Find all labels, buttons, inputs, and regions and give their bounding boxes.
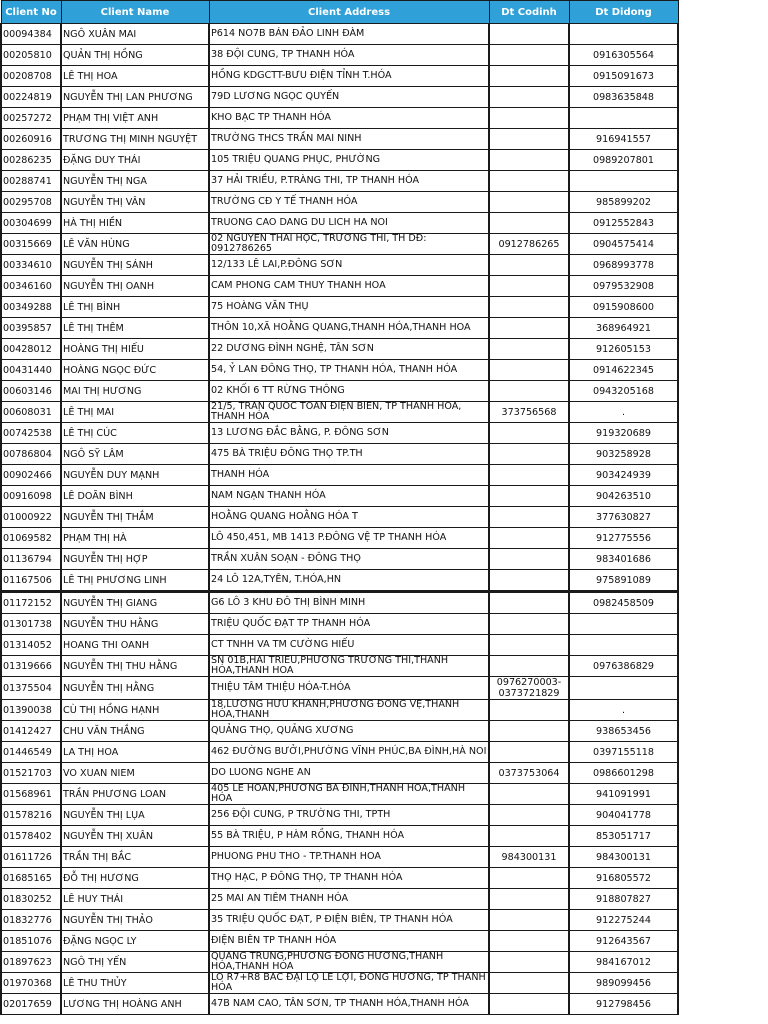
cell-client-no[interactable]: 01568961 bbox=[1, 784, 61, 805]
cell-dt-didong[interactable]: 912775556 bbox=[569, 528, 678, 549]
cell-dt-codinh[interactable]: 0373753064 bbox=[489, 763, 569, 784]
cell-dt-codinh[interactable] bbox=[489, 465, 569, 486]
cell-dt-codinh[interactable] bbox=[489, 276, 569, 297]
cell-dt-didong[interactable]: 912643567 bbox=[569, 931, 678, 952]
cell-client-no[interactable]: 00304699 bbox=[1, 213, 61, 234]
cell-client-name[interactable]: NGUYỄN THỊ LỤA bbox=[61, 805, 209, 826]
table-row bbox=[1, 973, 678, 994]
cell-client-name[interactable]: TRẦN PHƯƠNG LOAN bbox=[61, 784, 209, 805]
cell-client-name[interactable]: LÊ THỊ BÌNH bbox=[61, 297, 209, 318]
table-row bbox=[1, 45, 678, 66]
cell-client-name[interactable]: LƯƠNG THỊ HOÀNG ANH bbox=[61, 994, 209, 1015]
table-row bbox=[1, 276, 678, 297]
cell-client-address[interactable]: TRƯỜNG THCS TRẦN MAI NINH bbox=[209, 129, 489, 150]
cell-client-no[interactable]: 01412427 bbox=[1, 721, 61, 742]
cell-dt-didong[interactable]: 0912552843 bbox=[569, 213, 678, 234]
cell-client-address[interactable]: TRIỆU QUỐC ĐẠT TP THANH HÓA bbox=[209, 614, 489, 635]
cell-client-no[interactable]: 00431440 bbox=[1, 360, 61, 381]
cell-client-no[interactable]: 01069582 bbox=[1, 528, 61, 549]
cell-client-name[interactable]: NGUYỄN THỊ NGA bbox=[61, 171, 209, 192]
table-row bbox=[1, 635, 678, 656]
cell-dt-didong[interactable]: 918807827 bbox=[569, 889, 678, 910]
cell-client-name[interactable]: NGUYỄN THỊ XUÂN bbox=[61, 826, 209, 847]
cell-dt-codinh[interactable]: 373756568 bbox=[489, 402, 569, 423]
table-row bbox=[1, 549, 678, 570]
cell-client-no[interactable]: 01578402 bbox=[1, 826, 61, 847]
cell-client-name[interactable]: LÊ THỊ THÊM bbox=[61, 318, 209, 339]
cell-client-name[interactable]: ĐỖ THỊ HƯƠNG bbox=[61, 868, 209, 889]
table-row bbox=[1, 255, 678, 276]
cell-client-name[interactable]: CÙ THỊ HỒNG HẠNH bbox=[61, 700, 209, 721]
cell-client-name[interactable]: LÊ VĂN HÙNG bbox=[61, 234, 209, 255]
header-dt-codinh[interactable]: Dt Codinh bbox=[489, 1, 569, 24]
cell-client-address[interactable]: PHUONG PHU THO - TP.THANH HOA bbox=[209, 847, 489, 868]
cell-client-no[interactable]: 01897623 bbox=[1, 952, 61, 973]
cell-client-name[interactable]: ĐẶNG DUY THÁI bbox=[61, 150, 209, 171]
cell-client-address[interactable]: THỌ HẠC, P ĐÔNG THỌ, TP THANH HÓA bbox=[209, 868, 489, 889]
cell-client-no[interactable]: 01172152 bbox=[1, 592, 61, 614]
cell-client-name[interactable]: NGUYỄN THỊ HẰNG bbox=[61, 677, 209, 700]
table-row bbox=[1, 910, 678, 931]
cell-dt-didong[interactable]: 0968993778 bbox=[569, 255, 678, 276]
cell-client-name[interactable]: LÊ THỊ HOA bbox=[61, 66, 209, 87]
cell-dt-codinh[interactable] bbox=[489, 45, 569, 66]
table-row bbox=[1, 66, 678, 87]
cell-client-name[interactable]: LÊ THỊ PHƯƠNG LINH bbox=[61, 570, 209, 592]
cell-dt-codinh[interactable] bbox=[489, 150, 569, 171]
cell-dt-codinh[interactable] bbox=[489, 656, 569, 677]
cell-client-address[interactable]: 79D LƯƠNG NGỌC QUYẾN bbox=[209, 87, 489, 108]
table-row bbox=[1, 570, 678, 592]
cell-client-name[interactable]: TRẦN THỊ BẮC bbox=[61, 847, 209, 868]
table-row bbox=[1, 721, 678, 742]
cell-dt-codinh[interactable] bbox=[489, 721, 569, 742]
table-row bbox=[1, 868, 678, 889]
cell-dt-codinh[interactable] bbox=[489, 742, 569, 763]
cell-client-address[interactable]: CAM PHONG CAM THUY THANH HOA bbox=[209, 276, 489, 297]
table-row bbox=[1, 318, 678, 339]
cell-client-no[interactable]: 01314052 bbox=[1, 635, 61, 656]
cell-client-address[interactable]: 02 KHỐI 6 TT RỪNG THÔNG bbox=[209, 381, 489, 402]
cell-dt-didong[interactable]: 919320689 bbox=[569, 423, 678, 444]
cell-client-address[interactable]: ĐIỆN BIÊN TP THANH HÓA bbox=[209, 931, 489, 952]
table-row bbox=[1, 763, 678, 784]
cell-client-name[interactable]: LA THỊ HOA bbox=[61, 742, 209, 763]
cell-client-no[interactable]: 00315669 bbox=[1, 234, 61, 255]
table-row bbox=[1, 931, 678, 952]
cell-client-no[interactable]: 02017659 bbox=[1, 994, 61, 1015]
cell-client-name[interactable]: LÊ THỊ MAI bbox=[61, 402, 209, 423]
cell-client-no[interactable]: 00902466 bbox=[1, 465, 61, 486]
cell-dt-didong[interactable]: 368964921 bbox=[569, 318, 678, 339]
cell-dt-codinh[interactable] bbox=[489, 24, 569, 45]
cell-dt-codinh[interactable] bbox=[489, 297, 569, 318]
cell-dt-codinh[interactable] bbox=[489, 868, 569, 889]
cell-client-no[interactable]: 01685165 bbox=[1, 868, 61, 889]
cell-client-name[interactable]: QUẢN THỊ HỒNG bbox=[61, 45, 209, 66]
cell-client-name[interactable]: MAI THỊ HƯƠNG bbox=[61, 381, 209, 402]
cell-client-no[interactable]: 01851076 bbox=[1, 931, 61, 952]
cell-dt-codinh[interactable] bbox=[489, 339, 569, 360]
cell-dt-codinh[interactable] bbox=[489, 66, 569, 87]
cell-client-name[interactable]: CHU VĂN THẮNG bbox=[61, 721, 209, 742]
header-row bbox=[1, 1, 678, 24]
cell-dt-didong[interactable]: 904263510 bbox=[569, 486, 678, 507]
cell-dt-codinh[interactable] bbox=[489, 486, 569, 507]
cell-client-address[interactable]: NAM NGẠN THANH HÓA bbox=[209, 486, 489, 507]
cell-dt-didong[interactable]: 985899202 bbox=[569, 192, 678, 213]
cell-dt-didong[interactable]: 0904575414 bbox=[569, 234, 678, 255]
cell-dt-didong[interactable]: 0397155118 bbox=[569, 742, 678, 763]
table-row bbox=[1, 24, 678, 45]
cell-client-address[interactable]: 18,LƯƠNG HỮU KHÁNH,PHƯỜNG ĐÔNG VỆ,THANH HÓA,THANH bbox=[209, 700, 489, 721]
table-row bbox=[1, 402, 678, 423]
cell-dt-didong[interactable] bbox=[569, 108, 678, 129]
cell-client-address[interactable]: HỒNG KDGCTT-BƯU ĐIỆN TỈNH T.HÓA bbox=[209, 66, 489, 87]
cell-client-address[interactable]: 12/133 LÊ LAI,P.ĐÔNG SƠN bbox=[209, 255, 489, 276]
cell-client-no[interactable]: 00224819 bbox=[1, 87, 61, 108]
cell-dt-codinh[interactable] bbox=[489, 87, 569, 108]
cell-client-address[interactable]: 54, Ỷ LAN ĐÔNG THỌ, TP THANH HÓA, THANH HÓA bbox=[209, 360, 489, 381]
cell-dt-codinh[interactable] bbox=[489, 423, 569, 444]
table-row bbox=[1, 528, 678, 549]
cell-client-address[interactable]: THANH HÓA bbox=[209, 465, 489, 486]
cell-client-name[interactable]: NGUYỄN THỊ OANH bbox=[61, 276, 209, 297]
cell-dt-codinh[interactable] bbox=[489, 318, 569, 339]
cell-client-no[interactable]: 01578216 bbox=[1, 805, 61, 826]
cell-client-address[interactable]: 75 HOÀNG VĂN THỤ bbox=[209, 297, 489, 318]
cell-client-name[interactable]: PHẠM THỊ VIỆT ANH bbox=[61, 108, 209, 129]
cell-dt-didong[interactable]: 0915908600 bbox=[569, 297, 678, 318]
cell-client-no[interactable]: 01301738 bbox=[1, 614, 61, 635]
cell-dt-didong[interactable]: 377630827 bbox=[569, 507, 678, 528]
cell-client-name[interactable]: HÀ THỊ HIỀN bbox=[61, 213, 209, 234]
cell-dt-didong[interactable]: 0982458509 bbox=[569, 592, 678, 614]
cell-dt-didong[interactable]: 0979532908 bbox=[569, 276, 678, 297]
cell-dt-didong[interactable]: 912605153 bbox=[569, 339, 678, 360]
table-row bbox=[1, 847, 678, 868]
table-row bbox=[1, 826, 678, 847]
cell-dt-didong[interactable]: . bbox=[569, 700, 678, 721]
cell-client-address[interactable]: 475 BÀ TRIỆU ĐÔNG THỌ TP.TH bbox=[209, 444, 489, 465]
cell-client-address[interactable]: 21/5, TRẦN QUỐC TOẢN ĐIỆN BIÊN, TP THANH HÓA, THANH HÓA bbox=[209, 402, 489, 423]
cell-client-name[interactable]: NGUYỄN DUY MẠNH bbox=[61, 465, 209, 486]
cell-client-address[interactable]: 22 DƯƠNG ĐÌNH NGHỆ, TÂN SƠN bbox=[209, 339, 489, 360]
cell-dt-codinh[interactable] bbox=[489, 108, 569, 129]
cell-client-address[interactable]: TRẦN XUÂN SOẠN - ĐÔNG THỌ bbox=[209, 549, 489, 570]
table-row bbox=[1, 952, 678, 973]
cell-client-no[interactable]: 01390038 bbox=[1, 700, 61, 721]
cell-client-no[interactable]: 00288741 bbox=[1, 171, 61, 192]
cell-dt-codinh[interactable] bbox=[489, 635, 569, 656]
cell-dt-didong[interactable]: . bbox=[569, 402, 678, 423]
cell-dt-codinh[interactable]: 984300131 bbox=[489, 847, 569, 868]
cell-dt-codinh[interactable] bbox=[489, 360, 569, 381]
cell-client-address[interactable]: CT TNHH VA TM CƯỜNG HIẾU bbox=[209, 635, 489, 656]
cell-client-name[interactable]: NGUYỄN THỊ LAN PHƯƠNG bbox=[61, 87, 209, 108]
cell-dt-codinh[interactable] bbox=[489, 826, 569, 847]
table-row bbox=[1, 423, 678, 444]
table-row bbox=[1, 108, 678, 129]
cell-client-no[interactable]: 01319666 bbox=[1, 656, 61, 677]
cell-dt-codinh[interactable] bbox=[489, 444, 569, 465]
cell-client-no[interactable]: 00295708 bbox=[1, 192, 61, 213]
cell-client-address[interactable]: HOẰNG QUANG HOẰNG HÓA T bbox=[209, 507, 489, 528]
cell-client-no[interactable]: 00428012 bbox=[1, 339, 61, 360]
cell-client-address[interactable]: LÔ R7+R8 BẮC ĐẠI LỘ LÊ LỢI, ĐÔNG HƯƠNG, TP THANH HÓA bbox=[209, 973, 489, 994]
cell-dt-codinh[interactable] bbox=[489, 910, 569, 931]
cell-dt-didong[interactable]: 983401686 bbox=[569, 549, 678, 570]
cell-dt-didong[interactable]: 0916305564 bbox=[569, 45, 678, 66]
table-row bbox=[1, 656, 678, 677]
cell-client-address[interactable]: 256 ĐỘI CUNG, P TRƯỜNG THI, TPTH bbox=[209, 805, 489, 826]
cell-dt-didong[interactable]: 912798456 bbox=[569, 994, 678, 1015]
cell-client-name[interactable]: TRƯƠNG THỊ MINH NGUYỆT bbox=[61, 129, 209, 150]
cell-dt-codinh[interactable] bbox=[489, 784, 569, 805]
cell-client-name[interactable]: LÊ THỊ CÚC bbox=[61, 423, 209, 444]
cell-dt-didong[interactable]: 941091991 bbox=[569, 784, 678, 805]
cell-dt-codinh[interactable] bbox=[489, 973, 569, 994]
cell-dt-codinh[interactable]: 0912786265 bbox=[489, 234, 569, 255]
cell-dt-didong[interactable]: 0976386829 bbox=[569, 656, 678, 677]
cell-client-name[interactable]: NGUYỄN THỊ THU HẰNG bbox=[61, 656, 209, 677]
cell-client-address[interactable]: SN 01B,HẢI TRIỀU,PHƯỜNG TRƯỜNG THI,THANH HÓA,THANH HOA bbox=[209, 656, 489, 677]
table-row bbox=[1, 465, 678, 486]
header-client-no[interactable]: Client No bbox=[1, 1, 61, 24]
table-row bbox=[1, 339, 678, 360]
cell-client-address[interactable]: 405 LÊ HOÀN,PHƯỜNG BA ĐÌNH,THANH HÓA,THANH HÓA bbox=[209, 784, 489, 805]
cell-client-address[interactable]: THÔN 10,XÃ HOẰNG QUANG,THANH HÓA,THANH HOA bbox=[209, 318, 489, 339]
cell-client-name[interactable]: VO XUAN NIEM bbox=[61, 763, 209, 784]
cell-client-address[interactable]: KHO BẠC TP THANH HÓA bbox=[209, 108, 489, 129]
cell-client-name[interactable]: NGUYỄN THỊ THẢO bbox=[61, 910, 209, 931]
cell-client-address[interactable]: QUẢNG THỌ, QUẢNG XƯƠNG bbox=[209, 721, 489, 742]
cell-client-no[interactable]: 00603146 bbox=[1, 381, 61, 402]
cell-client-name[interactable]: HOANG THI OANH bbox=[61, 635, 209, 656]
cell-dt-didong[interactable]: 975891089 bbox=[569, 570, 678, 592]
table-row bbox=[1, 381, 678, 402]
table-row bbox=[1, 192, 678, 213]
cell-client-no[interactable]: 00608031 bbox=[1, 402, 61, 423]
cell-client-name[interactable]: NGUYỄN THU HẰNG bbox=[61, 614, 209, 635]
cell-dt-codinh[interactable] bbox=[489, 889, 569, 910]
cell-dt-didong[interactable]: 853051717 bbox=[569, 826, 678, 847]
cell-dt-didong[interactable]: 916805572 bbox=[569, 868, 678, 889]
cell-dt-didong[interactable]: 938653456 bbox=[569, 721, 678, 742]
cell-dt-codinh[interactable] bbox=[489, 805, 569, 826]
cell-client-address[interactable]: QUẢNG TRUNG,PHƯỜNG ĐÔNG HƯƠNG,THANH HÓA,THANH HÓA bbox=[209, 952, 489, 973]
cell-client-address[interactable]: 55 BÀ TRIỆU, P HÀM RỒNG, THANH HÓA bbox=[209, 826, 489, 847]
cell-client-no[interactable]: 00334610 bbox=[1, 255, 61, 276]
cell-dt-codinh[interactable] bbox=[489, 507, 569, 528]
cell-dt-didong[interactable]: 0989207801 bbox=[569, 150, 678, 171]
table-row bbox=[1, 994, 678, 1015]
cell-dt-codinh[interactable] bbox=[489, 931, 569, 952]
table-row bbox=[1, 592, 678, 614]
table-row bbox=[1, 297, 678, 318]
cell-client-no[interactable]: 01830252 bbox=[1, 889, 61, 910]
cell-client-address[interactable]: P614 NO7B BÁN ĐẢO LINH ĐÀM bbox=[209, 24, 489, 45]
cell-dt-codinh[interactable] bbox=[489, 952, 569, 973]
cell-dt-codinh[interactable] bbox=[489, 592, 569, 614]
cell-dt-codinh[interactable] bbox=[489, 213, 569, 234]
cell-dt-didong[interactable] bbox=[569, 614, 678, 635]
cell-client-name[interactable]: NGÔ SỸ LÂM bbox=[61, 444, 209, 465]
cell-dt-didong[interactable]: 912275244 bbox=[569, 910, 678, 931]
cell-dt-didong[interactable]: 989099456 bbox=[569, 973, 678, 994]
cell-client-no[interactable]: 00916098 bbox=[1, 486, 61, 507]
table-row bbox=[1, 742, 678, 763]
cell-client-address[interactable]: 13 LƯƠNG ĐẮC BẰNG, P. ĐÔNG SƠN bbox=[209, 423, 489, 444]
cell-client-name[interactable]: NGUYỄN THỊ HỢP bbox=[61, 549, 209, 570]
cell-client-address[interactable]: 47B NAM CAO, TÂN SƠN, TP THANH HÓA,THANH HÓA bbox=[209, 994, 489, 1015]
cell-dt-codinh[interactable] bbox=[489, 700, 569, 721]
cell-dt-codinh[interactable] bbox=[489, 255, 569, 276]
cell-client-name[interactable]: LÊ DOÃN BÌNH bbox=[61, 486, 209, 507]
cell-dt-didong[interactable] bbox=[569, 677, 678, 700]
cell-client-name[interactable]: ĐẶNG NGỌC LY bbox=[61, 931, 209, 952]
cell-client-no[interactable]: 00208708 bbox=[1, 66, 61, 87]
cell-client-address[interactable]: TRUONG CAO DANG DU LICH HA NOI bbox=[209, 213, 489, 234]
cell-client-no[interactable]: 00349288 bbox=[1, 297, 61, 318]
cell-client-no[interactable]: 01832776 bbox=[1, 910, 61, 931]
cell-client-address[interactable]: 37 HẢI TRIỀU, P.TRÀNG THI, TP THANH HÓA bbox=[209, 171, 489, 192]
cell-client-name[interactable]: NGÔ XUÂN MAI bbox=[61, 24, 209, 45]
cell-client-address[interactable]: G6 LÔ 3 KHU ĐÔ THỊ BÌNH MINH bbox=[209, 592, 489, 614]
table-row bbox=[1, 889, 678, 910]
cell-client-name[interactable]: HOÀNG THỊ HIẾU bbox=[61, 339, 209, 360]
cell-client-address[interactable]: 25 MAI AN TIÊM THANH HÓA bbox=[209, 889, 489, 910]
cell-dt-didong[interactable] bbox=[569, 24, 678, 45]
cell-dt-didong[interactable]: 903424939 bbox=[569, 465, 678, 486]
cell-client-name[interactable]: NGUYỄN THỊ GIANG bbox=[61, 592, 209, 614]
cell-client-name[interactable]: LÊ THU THỦY bbox=[61, 973, 209, 994]
table-row bbox=[1, 360, 678, 381]
table-row bbox=[1, 507, 678, 528]
table-row bbox=[1, 129, 678, 150]
table-row bbox=[1, 234, 678, 255]
table-row bbox=[1, 677, 678, 700]
cell-dt-didong[interactable]: 984300131 bbox=[569, 847, 678, 868]
table-row bbox=[1, 444, 678, 465]
cell-client-address[interactable]: DO LUONG NGHE AN bbox=[209, 763, 489, 784]
cell-dt-didong[interactable]: 0943205168 bbox=[569, 381, 678, 402]
cell-client-address[interactable]: 24 LÔ 12A,TYÊN, T.HÓA,HN bbox=[209, 570, 489, 592]
cell-dt-didong[interactable]: 904041778 bbox=[569, 805, 678, 826]
cell-dt-didong[interactable]: 0914622345 bbox=[569, 360, 678, 381]
cell-client-no[interactable]: 00260916 bbox=[1, 129, 61, 150]
cell-client-no[interactable]: 01136794 bbox=[1, 549, 61, 570]
cell-client-no[interactable]: 00346160 bbox=[1, 276, 61, 297]
cell-client-name[interactable]: NGÔ THỊ YẾN bbox=[61, 952, 209, 973]
cell-client-no[interactable]: 00395857 bbox=[1, 318, 61, 339]
cell-dt-codinh[interactable]: 0976270003-0373721829 bbox=[489, 677, 569, 700]
cell-client-name[interactable]: NGUYỄN THỊ VÂN bbox=[61, 192, 209, 213]
table-row bbox=[1, 213, 678, 234]
cell-client-no[interactable]: 00286235 bbox=[1, 150, 61, 171]
cell-client-no[interactable]: 00257272 bbox=[1, 108, 61, 129]
table-row bbox=[1, 87, 678, 108]
table-row bbox=[1, 150, 678, 171]
cell-client-no[interactable]: 01167506 bbox=[1, 570, 61, 592]
cell-client-no[interactable]: 01611726 bbox=[1, 847, 61, 868]
cell-dt-didong[interactable]: 0986601298 bbox=[569, 763, 678, 784]
cell-client-address[interactable]: 35 TRIỆU QUỐC ĐẠT, P ĐIỆN BIÊN, TP THANH HÓA bbox=[209, 910, 489, 931]
cell-dt-codinh[interactable] bbox=[489, 570, 569, 592]
table-row bbox=[1, 784, 678, 805]
cell-client-address[interactable]: 02 NGUYỄN THÁI HỌC, TRƯỜNG THI, TH DĐ: 0912786265 bbox=[209, 234, 489, 255]
cell-dt-codinh[interactable] bbox=[489, 614, 569, 635]
cell-client-no[interactable]: 01000922 bbox=[1, 507, 61, 528]
cell-client-address[interactable]: LÔ 450,451, MB 1413 P.ĐÔNG VỆ TP THANH HÓA bbox=[209, 528, 489, 549]
cell-client-name[interactable]: NGUYỄN THỊ THẮM bbox=[61, 507, 209, 528]
cell-dt-didong[interactable]: 0915091673 bbox=[569, 66, 678, 87]
cell-dt-didong[interactable] bbox=[569, 171, 678, 192]
cell-client-no[interactable]: 00786804 bbox=[1, 444, 61, 465]
table-body bbox=[1, 24, 678, 1015]
cell-dt-codinh[interactable] bbox=[489, 528, 569, 549]
cell-dt-codinh[interactable] bbox=[489, 129, 569, 150]
cell-client-address[interactable]: 38 ĐỘI CUNG, TP THANH HÓA bbox=[209, 45, 489, 66]
cell-client-no[interactable]: 01375504 bbox=[1, 677, 61, 700]
table-row bbox=[1, 614, 678, 635]
table-row bbox=[1, 805, 678, 826]
cell-client-address[interactable]: THIỆU TÂM THIỆU HÓA-T.HÓA bbox=[209, 677, 489, 700]
cell-client-no[interactable]: 00205810 bbox=[1, 45, 61, 66]
cell-dt-didong[interactable]: 0983635848 bbox=[569, 87, 678, 108]
cell-dt-didong[interactable]: 984167012 bbox=[569, 952, 678, 973]
cell-client-no[interactable]: 01521703 bbox=[1, 763, 61, 784]
cell-client-address[interactable]: TRƯỜNG CĐ Y TẾ THANH HÓA bbox=[209, 192, 489, 213]
cell-dt-codinh[interactable] bbox=[489, 171, 569, 192]
cell-dt-didong[interactable] bbox=[569, 635, 678, 656]
cell-client-name[interactable]: NGUYỄN THỊ SÁNH bbox=[61, 255, 209, 276]
header-dt-didong[interactable]: Dt Didong bbox=[569, 1, 678, 24]
cell-client-address[interactable]: 462 ĐƯỜNG BƯỞI,PHƯỜNG VĨNH PHÚC,BA ĐÌNH,HÀ NOI bbox=[209, 742, 489, 763]
table-row bbox=[1, 700, 678, 721]
cell-client-name[interactable]: PHẠM THỊ HÀ bbox=[61, 528, 209, 549]
cell-client-no[interactable]: 01970368 bbox=[1, 973, 61, 994]
cell-client-no[interactable]: 00094384 bbox=[1, 24, 61, 45]
header-client-address[interactable]: Client Address bbox=[209, 1, 489, 24]
cell-client-address[interactable]: 105 TRIỆU QUANG PHỤC, PHƯỜNG bbox=[209, 150, 489, 171]
cell-client-name[interactable]: HOÀNG NGỌC ĐỨC bbox=[61, 360, 209, 381]
table-row bbox=[1, 486, 678, 507]
cell-client-no[interactable]: 00742538 bbox=[1, 423, 61, 444]
cell-dt-didong[interactable]: 916941557 bbox=[569, 129, 678, 150]
cell-client-name[interactable]: LÊ HUY THÁI bbox=[61, 889, 209, 910]
cell-dt-codinh[interactable] bbox=[489, 994, 569, 1015]
cell-dt-codinh[interactable] bbox=[489, 192, 569, 213]
table-row bbox=[1, 171, 678, 192]
cell-dt-codinh[interactable] bbox=[489, 549, 569, 570]
cell-dt-codinh[interactable] bbox=[489, 381, 569, 402]
cell-dt-didong[interactable]: 903258928 bbox=[569, 444, 678, 465]
cell-client-no[interactable]: 01446549 bbox=[1, 742, 61, 763]
header-client-name[interactable]: Client Name bbox=[61, 1, 209, 24]
